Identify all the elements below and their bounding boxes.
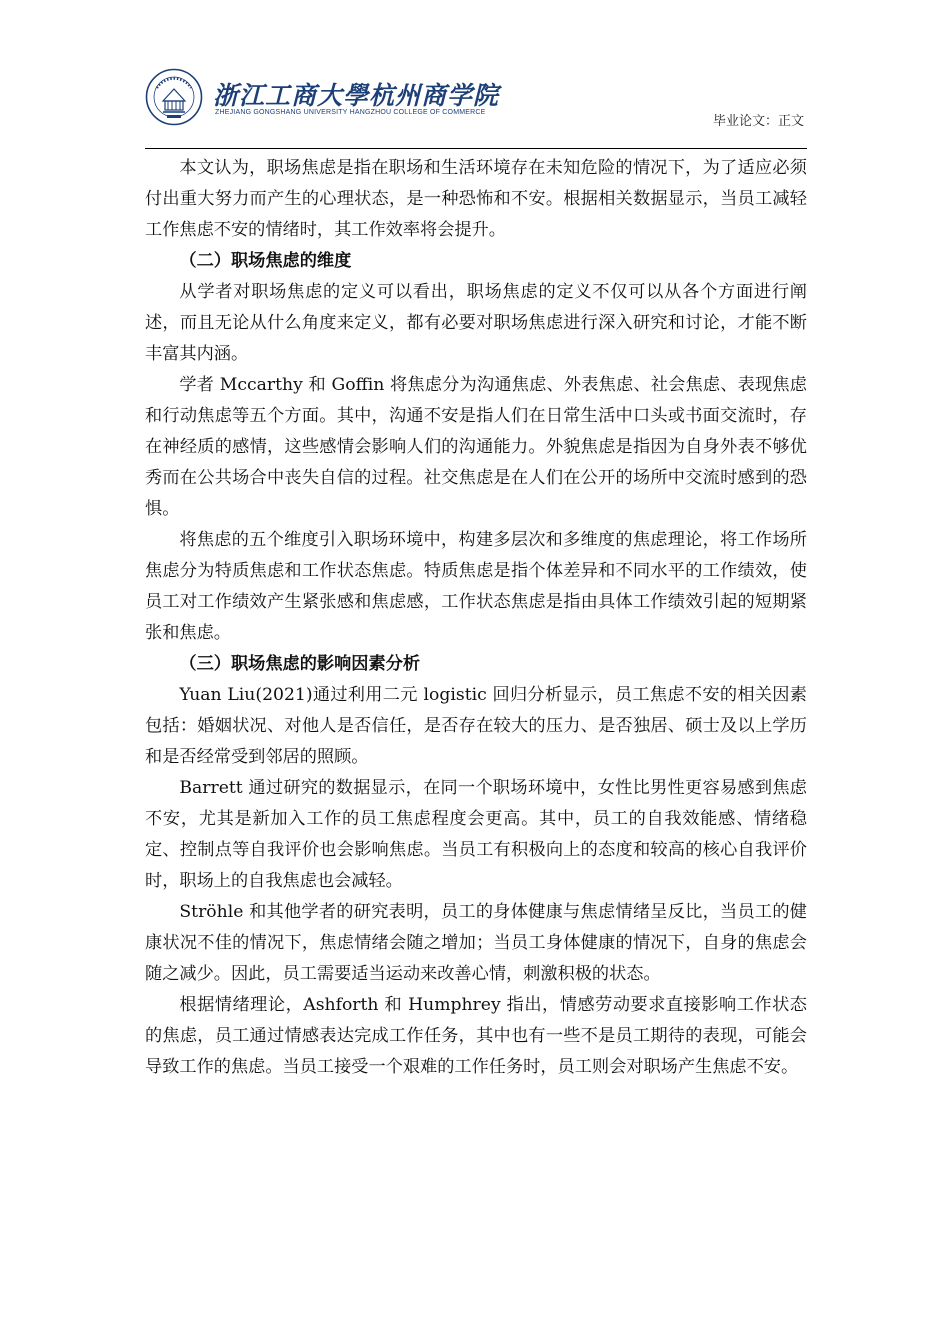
paragraph: 学者 Mccarthy 和 Goffin 将焦虑分为沟通焦虑、外表焦虑、社会焦虑、表现焦虑和行动焦虑等五个方面。其中，沟通不安是指人们在日常生活中口头或书面交流时，存在神经质的感情，这些感情会影响人们的沟通能力。外貌焦虑是指因为自身外表不够优秀而在公共场合中丧失自信的过程。社交焦虑是在人们在公开的场所中交流时感到的恐惧。 [145,375,807,519]
paragraph: 根据情绪理论，Ashforth 和 Humphrey 指出，情感劳动要求直接影响工作状态的焦虑，员工通过情感表达完成工作任务，其中也有一些不是员工期待的表现，可能会导致工作的焦虑。当员工接受一个艰难的工作任务时，员工则会对职场产生焦虑不安。 [145,995,807,1077]
paragraph: 从学者对职场焦虑的定义可以看出，职场焦虑的定义不仅可以从各个方面进行阐述，而且无论从什么角度来定义，都有必要对职场焦虑进行深入研究和讨论，才能不断丰富其内涵。 [145,282,807,364]
paragraph: Yuan Liu(2021)通过利用二元 logistic 回归分析显示，员工焦虑不安的相关因素包括：婚姻状况、对他人是否信任，是否存在较大的压力、是否独居、硕士及以上学历和是否经常受到邻居的照顾。 [145,685,807,767]
page-header [145,62,807,150]
paragraph: 本文认为，职场焦虑是指在职场和生活环境存在未知危险的情况下，为了适应必须付出重大努力而产生的心理状态，是一种恐怖和不安。根据相关数据显示，当员工减轻工作焦虑不安的情绪时，其工作效率将会提升。 [145,158,807,240]
logo-wordmark-cn: 浙江工商大學杭州商学院 [213,81,500,110]
logo-wordmark-en: ZHEJIANG GONGSHANG UNIVERSITY HANGZHOU COLLEGE OF COMMERCE [215,109,486,116]
paragraph: Barrett 通过研究的数据显示，在同一个职场环境中，女性比男性更容易感到焦虑不安，尤其是新加入工作的员工焦虑程度会更高。其中，员工的自我效能感、情绪稳定、控制点等自我评价也会影响焦虑。当员工有积极向上的态度和较高的核心自我评价时，职场上的自我焦虑也会减轻。 [145,778,807,891]
document-body [145,153,807,1083]
paragraph: 将焦虑的五个维度引入职场环境中，构建多层次和多维度的焦虑理论，将工作场所焦虑分为特质焦虑和工作状态焦虑。特质焦虑是指个体差异和不同水平的工作绩效，使员工对工作绩效产生紧张感和焦虑感，工作状态焦虑是指由具体工作绩效引起的短期紧张和焦虑。 [145,530,807,643]
paragraph: Ströhle 和其他学者的研究表明，员工的身体健康与焦虑情绪呈反比，当员工的健康状况不佳的情况下，焦虑情绪会随之增加；当员工身体健康的情况下，自身的焦虑会随之减少。因此，员工需要适当运动来改善心情，刺激积极的状态。 [145,902,807,984]
section-heading: （三）职场焦虑的影响因素分析 [179,654,421,674]
section-label: 毕业论文：正文 [712,114,804,129]
university-seal-icon [145,68,203,126]
section-heading: （二）职场焦虑的维度 [179,251,352,271]
header-divider [145,148,807,149]
